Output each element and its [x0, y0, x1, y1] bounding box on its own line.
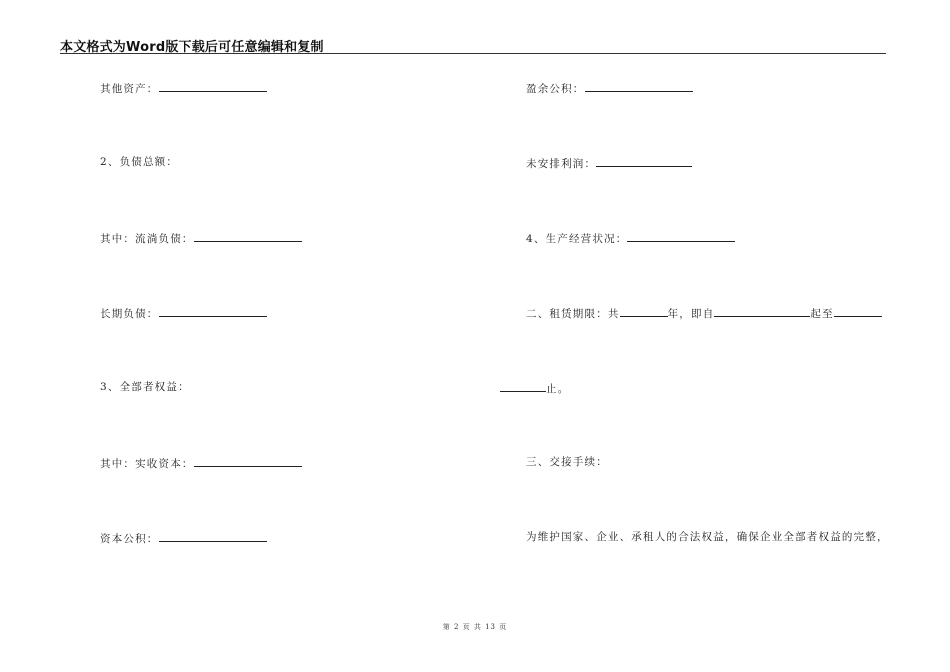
business-status-row	[526, 230, 735, 246]
other-assets-blank	[159, 80, 267, 92]
handover-row	[526, 455, 608, 469]
current-liabilities-blank	[194, 230, 302, 242]
long-term-liabilities-blank	[159, 305, 267, 317]
long-term-liabilities-row	[100, 305, 267, 321]
lease-term-prefix: 二、租赁期限：共	[526, 308, 620, 320]
lease-years-blank	[620, 305, 668, 317]
paid-in-capital-row	[100, 455, 302, 471]
surplus-reserve-blank	[585, 80, 693, 92]
lease-end-cont-blank	[500, 380, 546, 392]
other-assets-label: 其他资产：	[100, 83, 159, 95]
other-assets-row	[100, 80, 267, 96]
paid-in-capital-label: 其中：实收资本：	[100, 458, 194, 470]
lease-end-blank	[834, 305, 882, 317]
undistributed-profit-row	[526, 155, 692, 171]
total-liabilities-label: 2、负债总额：	[100, 156, 179, 168]
business-status-label: 4、生产经营状况：	[526, 233, 628, 245]
handover-body-row	[526, 530, 889, 544]
handover-label: 三、交接手续：	[526, 456, 608, 468]
lease-term-year: 年，即自	[667, 308, 715, 320]
handover-body: 为维护国家、企业、承租人的合法权益，确保企业全部者权益的完整，	[526, 531, 889, 543]
lease-term-end-row	[500, 380, 569, 396]
surplus-reserve-row	[526, 80, 693, 96]
long-term-liabilities-label: 长期负债：	[100, 308, 159, 320]
owner-equity-row	[100, 380, 190, 394]
page-header	[60, 36, 886, 54]
header-title: 本文格式为Word版下载后可任意编辑和复制	[60, 40, 324, 55]
current-liabilities-label: 其中：流淌负债：	[100, 233, 194, 245]
lease-term-to: 起至	[810, 308, 834, 320]
capital-reserve-label: 资本公积：	[100, 533, 159, 545]
page-footer: 第 2 页 共 13 页	[442, 623, 508, 631]
lease-term-end: 止。	[546, 383, 570, 395]
total-liabilities-row	[100, 155, 178, 169]
paid-in-capital-blank	[194, 455, 302, 467]
capital-reserve-blank	[159, 530, 267, 542]
business-status-blank	[627, 230, 735, 242]
owner-equity-label: 3、全部者权益：	[100, 381, 190, 393]
surplus-reserve-label: 盈余公积：	[526, 83, 585, 95]
undistributed-profit-blank	[596, 155, 692, 167]
lease-start-blank	[714, 305, 810, 317]
lease-term-row	[526, 305, 882, 321]
capital-reserve-row	[100, 530, 267, 546]
undistributed-profit-label: 未安排利润：	[526, 158, 597, 170]
current-liabilities-row	[100, 230, 302, 246]
